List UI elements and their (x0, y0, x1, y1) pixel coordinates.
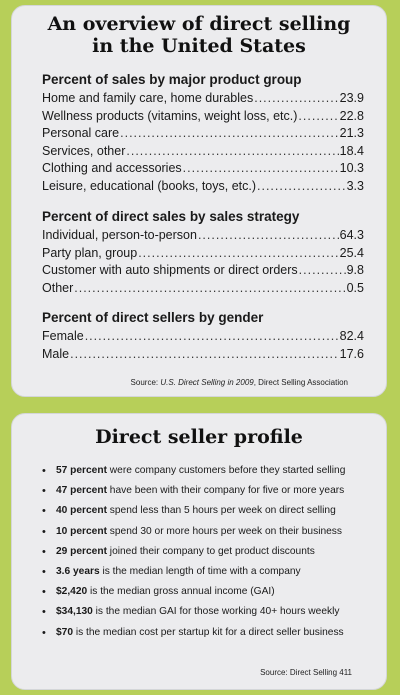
leader-dots (257, 178, 346, 196)
bullet-text: were company customers before they started selling (106, 465, 346, 476)
row-value: 25.4 (339, 245, 364, 260)
list-item (42, 582, 382, 602)
row-label: Party plan, group (42, 245, 138, 260)
row-value: 64.3 (339, 228, 364, 242)
leader-dots (298, 108, 338, 126)
row-label: Home and family care, home durables (42, 91, 254, 105)
row-value: 23.9 (339, 91, 364, 105)
row-label: Wellness products (vitamins, weight loss, etc.) (42, 108, 298, 123)
product-group-section (42, 71, 364, 196)
leader-dots (138, 245, 338, 263)
table-row (42, 160, 364, 178)
leader-dots (85, 328, 339, 346)
bullet-text: spend 30 or more hours per week on their business (106, 525, 342, 537)
overview-title-line2: in the United States (92, 35, 306, 57)
sales-strategy-section (42, 208, 364, 297)
bullet-highlight: 47 percent (56, 485, 107, 497)
row-value: 18.4 (339, 143, 364, 158)
row-value: 82.4 (339, 329, 364, 343)
row-label: Female (42, 329, 84, 343)
row-value: 21.3 (339, 126, 364, 141)
bullet-text: is the median GAI for those working 40+ hours weekly (92, 606, 340, 618)
table-row (42, 328, 364, 346)
list-item (42, 562, 382, 582)
row-label: Individual, person-to-person (42, 228, 197, 242)
list-item (42, 461, 382, 481)
section-heading: Percent of direct sellers by gender (42, 310, 264, 325)
leader-dots (254, 90, 338, 108)
profile-title: Direct seller profile (95, 426, 303, 448)
leader-dots (74, 280, 345, 298)
row-label: Male (42, 346, 70, 361)
bullet-highlight: $2,420 (56, 586, 88, 598)
bullet-highlight: $70 (56, 626, 73, 638)
row-value: 0.5 (346, 280, 364, 295)
row-label: Clothing and accessories (42, 161, 182, 176)
bullet-text: is the median length of time with a company (99, 566, 301, 578)
leader-dots (70, 346, 339, 364)
bullet-highlight: 40 percent (56, 505, 107, 517)
profile-source: Source: Direct Selling 411 (260, 668, 352, 677)
table-row (42, 280, 364, 298)
leader-dots (126, 143, 338, 161)
overview-title (12, 6, 386, 57)
list-item (42, 602, 382, 622)
bullet-highlight: 57 percent (56, 465, 107, 476)
row-label: Customer with auto shipments or direct orders (42, 263, 298, 278)
gender-section (42, 309, 364, 363)
list-item (42, 522, 382, 542)
table-row (42, 262, 364, 280)
table-row (42, 90, 364, 108)
bullet-text: is the median gross annual income (GAI) (87, 586, 275, 598)
source-prefix: Source: (130, 378, 161, 387)
leader-dots (198, 227, 339, 245)
overview-source (131, 378, 348, 387)
profile-list (42, 461, 382, 643)
profile-panel (11, 413, 387, 690)
leader-dots (299, 262, 346, 280)
bullet-highlight: $34,130 (56, 606, 93, 618)
bullet-text: joined their company to get product discounts (106, 545, 315, 557)
list-item (42, 481, 382, 501)
table-row (42, 108, 364, 126)
row-label: Other (42, 280, 74, 295)
table-row (42, 125, 364, 143)
overview-panel (11, 5, 387, 397)
row-label: Services, other (42, 143, 126, 158)
row-value: 3.3 (346, 178, 364, 193)
section-heading: Percent of sales by major product group (42, 72, 302, 87)
overview-title-line1: An overview of direct selling (47, 13, 351, 35)
bullet-text: is the median cost per startup kit for a direct seller business (73, 626, 344, 638)
row-value: 17.6 (339, 346, 364, 361)
table-row (42, 178, 364, 196)
bullet-text: spend less than 5 hours per week on direct selling (106, 505, 336, 517)
table-row (42, 245, 364, 263)
bullet-highlight: 10 percent (56, 525, 107, 537)
row-label: Leisure, educational (books, toys, etc.) (42, 178, 257, 193)
table-row (42, 143, 364, 161)
table-row (42, 227, 364, 245)
bullet-text: have been with their company for five or more years (106, 485, 345, 497)
bullet-highlight: 3.6 years (56, 566, 100, 578)
source-title: U.S. Direct Selling in 2009 (160, 378, 254, 387)
list-item (42, 542, 382, 562)
leader-dots (183, 160, 339, 178)
row-label: Personal care (42, 126, 120, 141)
list-item (42, 501, 382, 521)
row-value: 10.3 (339, 161, 364, 176)
section-heading: Percent of direct sales by sales strategy (42, 209, 300, 224)
leader-dots (120, 125, 339, 143)
row-value: 22.8 (339, 108, 364, 123)
bullet-highlight: 29 percent (56, 545, 107, 557)
list-item (42, 623, 382, 643)
row-value: 9.8 (346, 263, 364, 278)
source-suffix: , Direct Selling Association (253, 378, 348, 387)
table-row (42, 346, 364, 364)
